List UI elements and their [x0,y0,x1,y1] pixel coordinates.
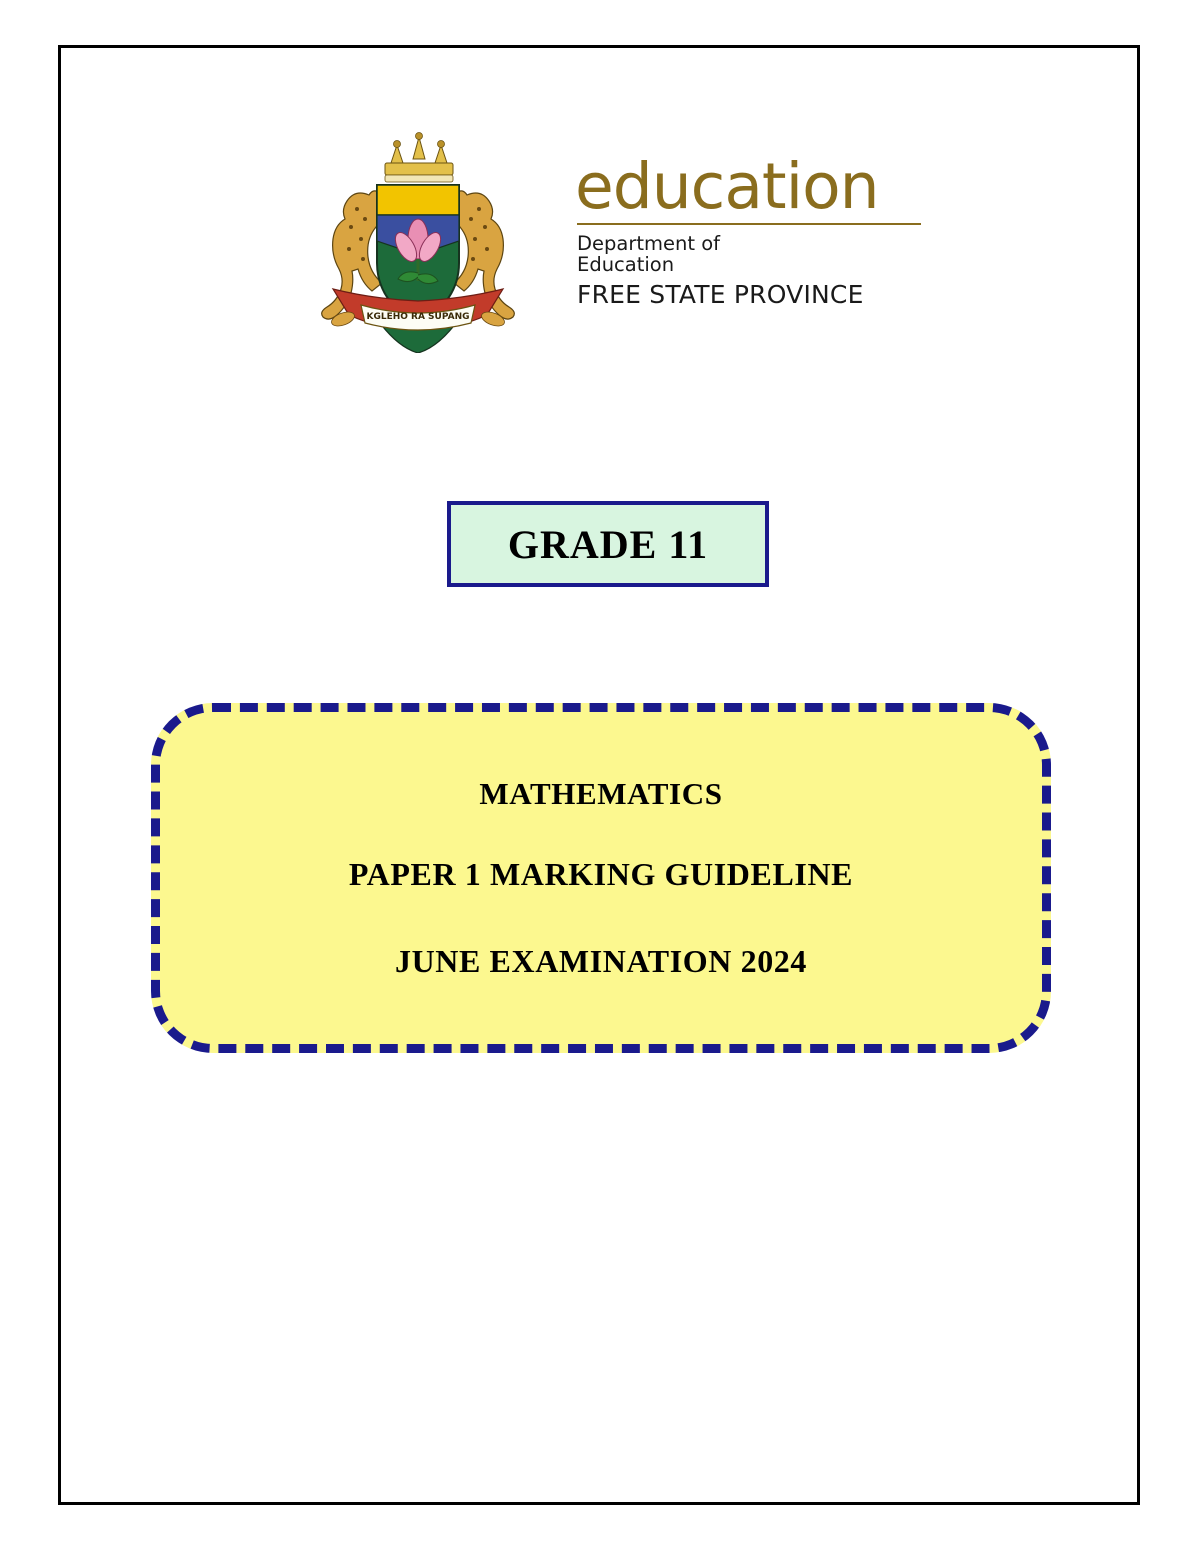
department-line-2: Education [577,253,675,277]
exam-title-box [151,703,1051,1053]
subject-title: MATHEMATICS [479,776,723,811]
logo-header [61,123,1137,353]
grade-label: GRADE 11 [507,521,709,567]
paper-title: PAPER 1 MARKING GUIDELINE [348,856,854,892]
grade-box [447,501,769,587]
wordmark-divider [577,223,921,225]
education-wordmark: education [575,150,879,223]
free-state-coat-of-arms-icon [273,123,563,353]
education-wordmark-block [575,123,925,309]
province-line: FREE STATE PROVINCE [577,280,864,310]
exam-session: JUNE EXAMINATION 2024 [394,943,808,979]
document-page [58,45,1140,1505]
motto-banner-text: KGLEHO RA SUPANG [366,312,470,322]
department-line-1: Department of [577,232,720,255]
